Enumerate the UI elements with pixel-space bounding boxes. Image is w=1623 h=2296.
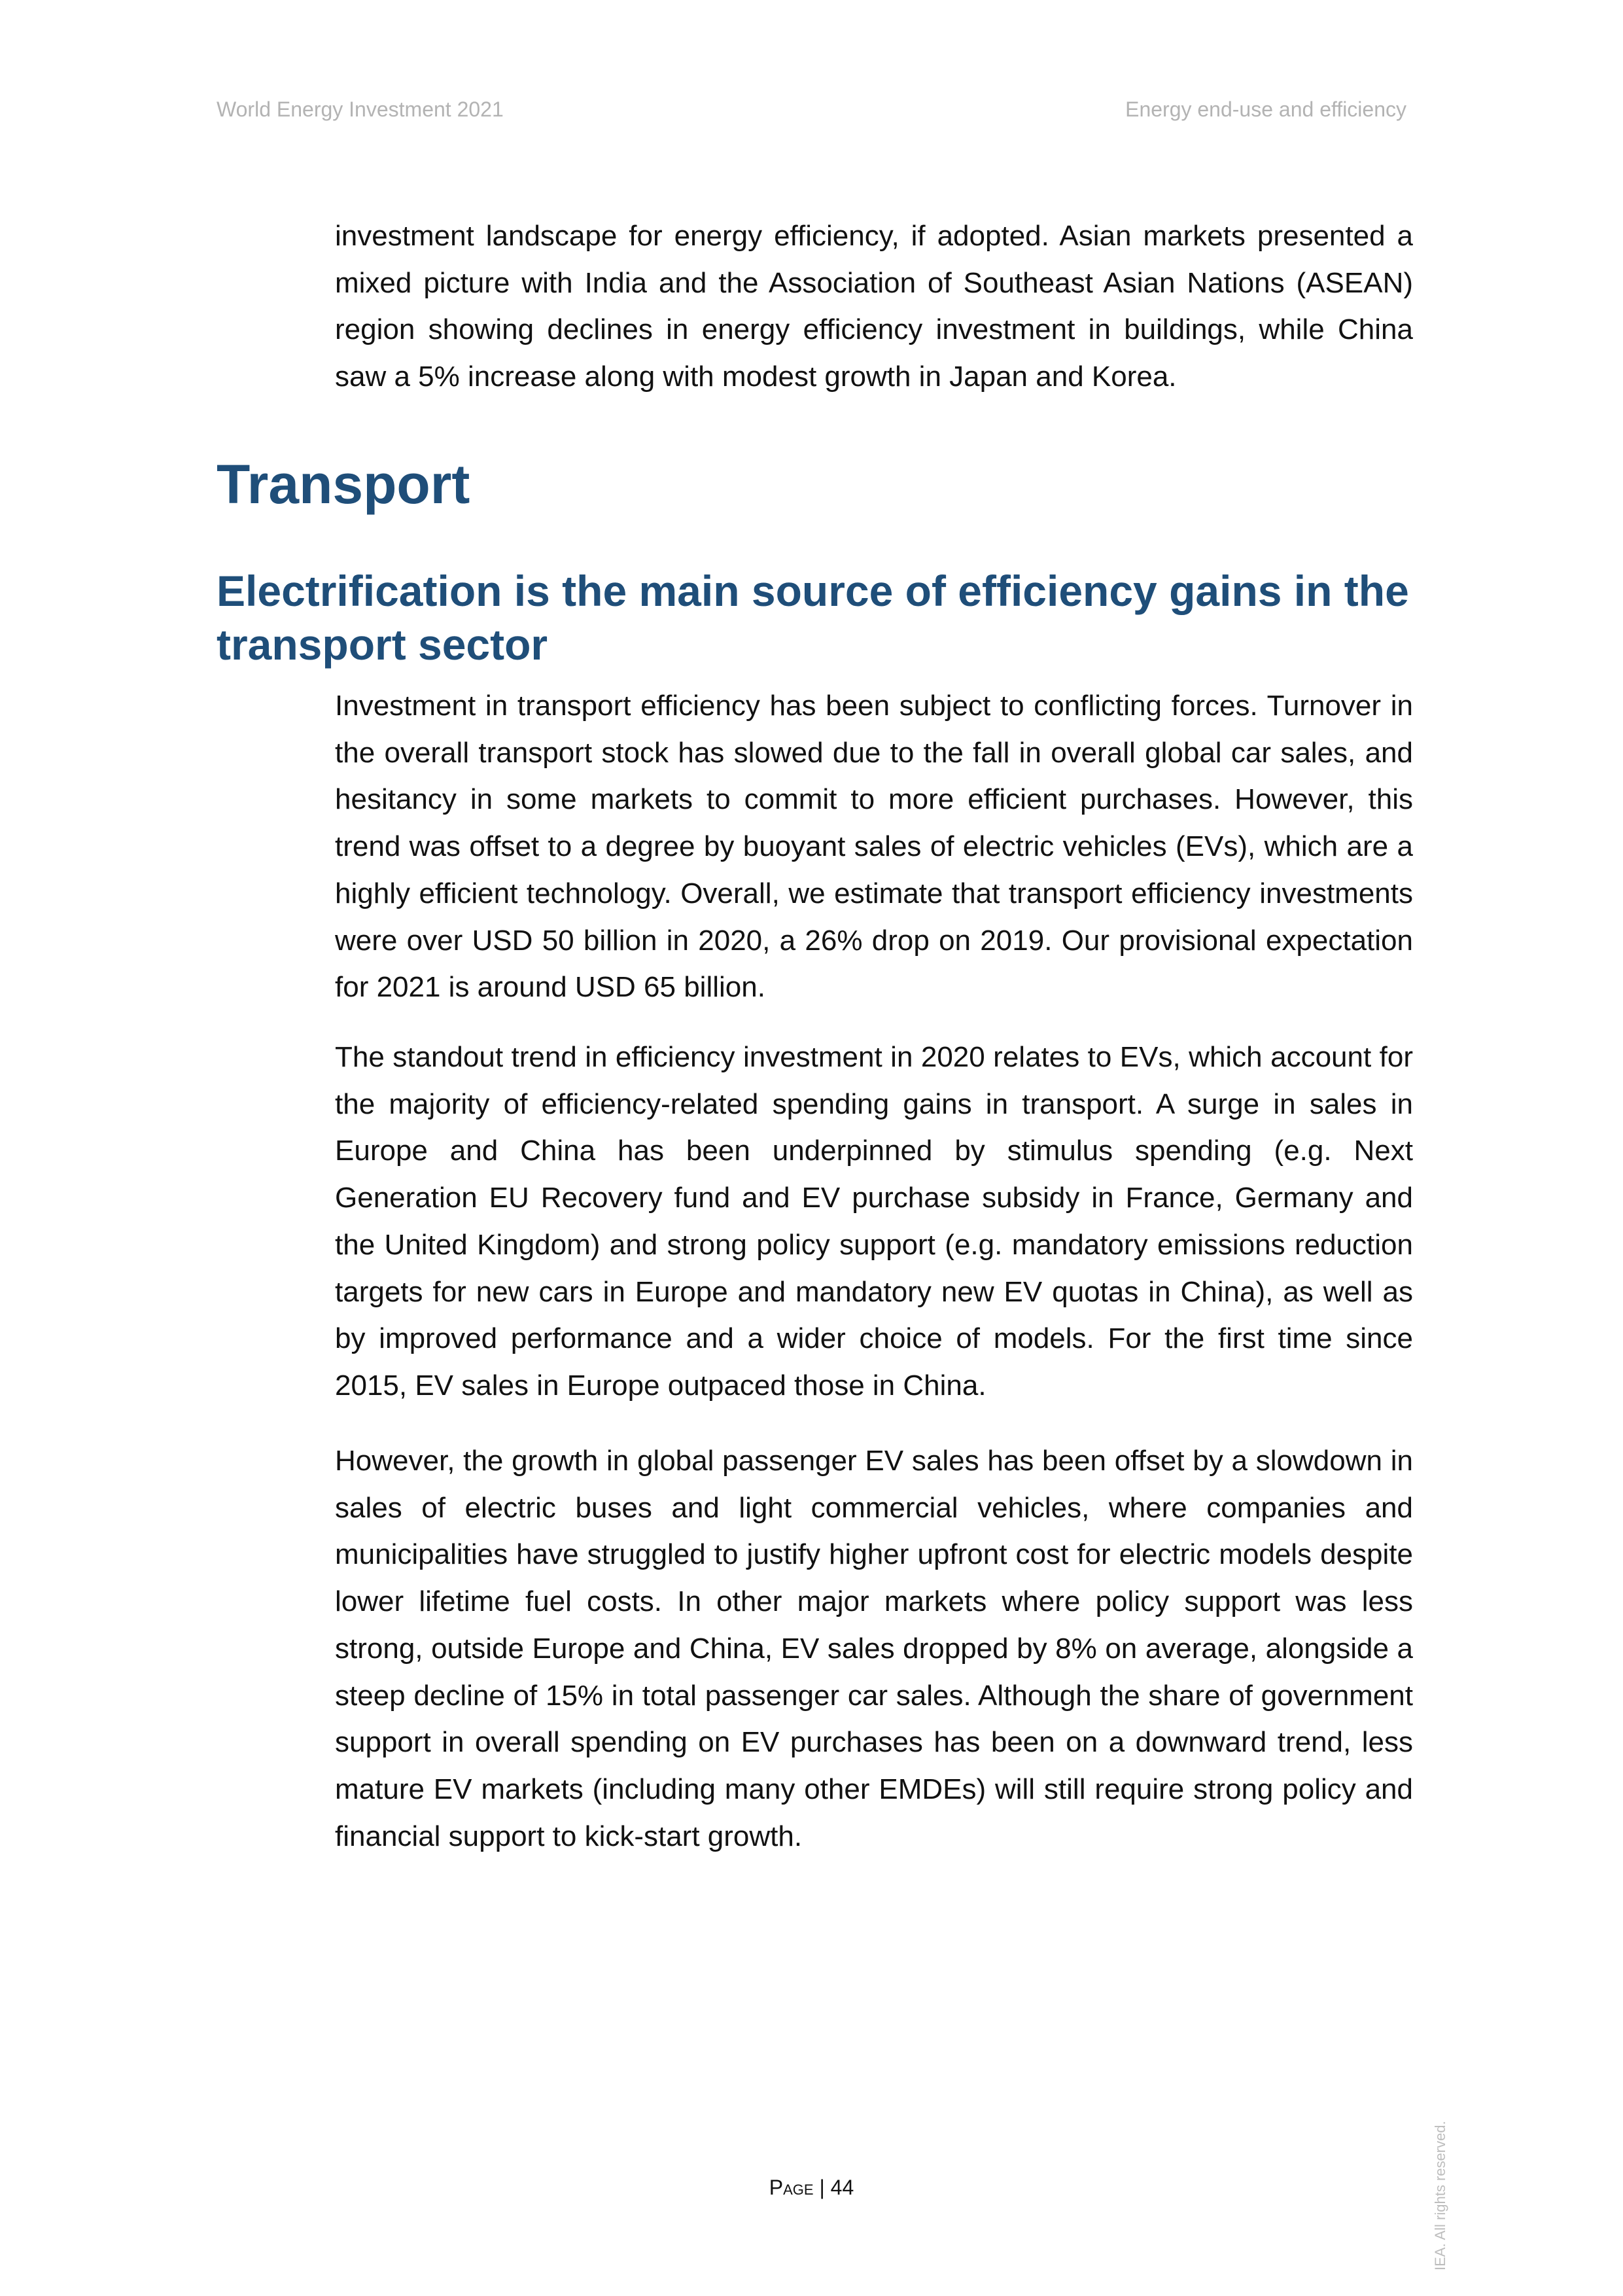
page-number: 44 [830, 2176, 854, 2199]
page-number-footer [0, 2174, 1623, 2200]
rights-notice: IEA. All rights reserved. [1432, 2121, 1448, 2270]
intro-paragraph: investment landscape for energy efficiency, if adopted. Asian markets presented a mixed picture with India and the Association of Southeast Asian Nations (ASEAN) region showing declines in energy efficiency investment in buildings, while China saw a 5% increase along with modest growth in Japan and Korea. [335, 220, 1413, 393]
running-header-title: World Energy Investment 2021 [217, 97, 504, 121]
page-label: Page [769, 2176, 814, 2199]
subsection-heading: Electrification is the main source of efficiency gains in the transport sector [217, 567, 1409, 669]
section-heading: Transport [217, 453, 470, 515]
running-header-chapter: Energy end-use and efficiency [1125, 97, 1406, 121]
body-paragraph-1: Investment in transport efficiency has been subject to conflicting forces. Turnover in the overall transport stock has slowed due to the fall in overall global car sales, and hesitancy in some markets to commit to more efficient purchases. However, this trend was offset to a degree by buoyant sales of electric vehicles (EVs), which are a highly efficient technology. Overall, we estimate that transport efficiency investments were over USD 50 billion in 2020, a 26% drop on 2019. Our provisional expectation for 2021 is around USD 65 billion. [335, 690, 1413, 1004]
body-paragraph-3: However, the growth in global passenger EV sales has been offset by a slowdown in sales of electric buses and light commercial vehicles, where companies and municipalities have struggled to justify higher upfront cost for electric models despite lower lifetime fuel costs. In other major markets where policy support was less strong, outside Europe and China, EV sales dropped by 8% on average, alongside a steep decline of 15% in total passenger car sales. Although the share of government support in overall spending on EV purchases has been on a downward trend, less mature EV markets (including many other EMDEs) will still require strong policy and financial support to kick-start growth. [335, 1445, 1413, 1852]
page-separator: | [813, 2176, 831, 2199]
body-paragraph-2: The standout trend in efficiency investment in 2020 relates to EVs, which account for the majority of efficiency-related spending gains in transport. A surge in sales in Europe and China has been underpinned by stimulus spending (e.g. Next Generation EU Recovery fund and EV purchase subsidy in France, Germany and the United Kingdom) and strong policy support (e.g. mandatory emissions reduction targets for new cars in Europe and mandatory new EV quotas in China), as well as by improved performance and a wider choice of models. For the first time since 2015, EV sales in Europe outpaced those in China. [335, 1041, 1413, 1402]
